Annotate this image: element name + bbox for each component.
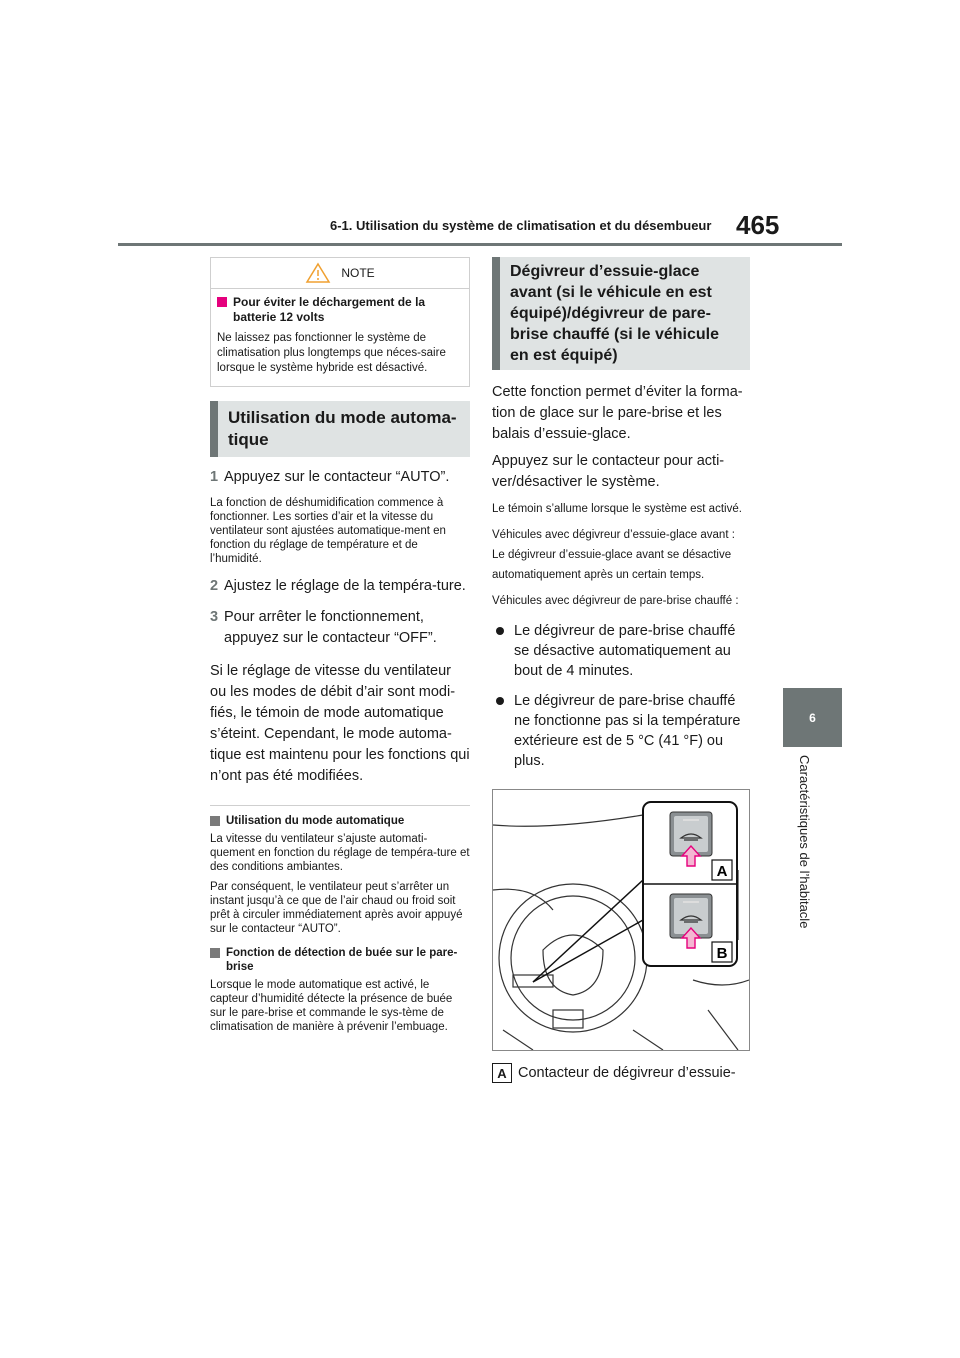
step-text: Appuyez sur le contacteur “AUTO”. <box>224 469 450 485</box>
dashboard-illustration <box>492 789 750 1051</box>
body-paragraph: Si le réglage de vitesse du ventilateur ou les modes de débit d’air sont modi-fiés, le témoin de mode automatique s’éteint. Cependant, le mode automa-tique est maintenu pour les fonctions qui n’ont pas été modifiées. <box>210 663 470 784</box>
bullet-item <box>492 621 750 681</box>
caption-text: Contacteur de dégivreur d’essuie- <box>518 1065 736 1081</box>
right-column <box>492 257 750 1083</box>
step-number: 3 <box>210 609 219 625</box>
defroster-note-3: Véhicules avec dégivreur de pare-brise chauffé : <box>492 595 739 607</box>
step-text: Ajustez le réglage de la tempéra-ture. <box>224 578 466 594</box>
subheading-fog-detection-text: Lorsque le mode automatique est activé, le capteur d’humidité détecte la présence de buée sur le pare-brise et commande le sys-tème de climatisation de manière à prévenir l’embuage. <box>210 979 453 1033</box>
bullet-dot-icon <box>496 697 504 705</box>
note-box <box>210 257 470 387</box>
section-heading-defroster: Dégivreur d’essuie-glace avant (si le véhicule en est équipé)/dégivreur de pare-brise chauffé (si le véhicule en est équipé) <box>492 257 750 370</box>
chapter-tab: 6 <box>783 688 842 747</box>
subheading-auto-mode <box>210 814 470 828</box>
step-number: 1 <box>210 469 219 485</box>
chapter-tab-label: Caractéristiques de l’habitacle <box>797 755 812 929</box>
figure-label-b: B <box>716 945 728 962</box>
divider <box>210 805 470 806</box>
subheading-text: Fonction de détection de buée sur le pare-brise <box>226 947 458 973</box>
defroster-note-1: Le témoin s’allume lorsque le système est activé. <box>492 503 742 515</box>
running-header: 6-1. Utilisation du système de climatisation et du désembueur <box>330 218 712 233</box>
figure-label-a: A <box>716 863 728 880</box>
note-subheading <box>211 289 469 325</box>
note-body: Ne laissez pas fonctionner le système de climatisation plus longtemps que néces-saire lorsque le système hybride est désactivé. <box>217 332 446 374</box>
bullet-text: Le dégivreur de pare-brise chauffé ne fonctionne pas si la température extérieure est de 5 °C (41 °F) ou plus. <box>514 693 741 769</box>
caption-label-box: A <box>492 1063 512 1083</box>
section-heading-auto: Utilisation du mode automa-tique <box>210 401 470 457</box>
warning-triangle-icon <box>305 262 331 284</box>
note-label: NOTE <box>341 266 375 280</box>
step-1-note: La fonction de déshumidification commence à fonctionner. Les sorties d’air et la vitesse du ventilateur sont ajustées automatique-ment en fonction du réglage de température et de l’humidité. <box>210 497 446 565</box>
left-column <box>210 257 470 1034</box>
subheading-auto-mode-text2: Par conséquent, le ventilateur peut s’arrêter un instant jusqu’à ce que de l’air chaud ou froid soit prêt à circuler immédiatement après avoir appuyé sur le contacteur “AUTO”. <box>210 881 463 935</box>
bullet-text: Le dégivreur de pare-brise chauffé se désactive automatiquement au bout de 4 minutes. <box>514 623 736 679</box>
gray-square-icon <box>210 948 220 958</box>
magenta-square-icon <box>217 297 227 307</box>
header-rule <box>118 243 842 246</box>
step-1 <box>210 467 470 488</box>
step-2 <box>210 576 470 597</box>
note-subheading-text: Pour éviter le déchargement de la batterie 12 volts <box>233 295 426 324</box>
step-number: 2 <box>210 578 219 594</box>
page-number: 465 <box>736 210 780 240</box>
bullet-dot-icon <box>496 627 504 635</box>
subheading-text: Utilisation du mode automatique <box>226 815 405 827</box>
gray-square-icon <box>210 816 220 826</box>
note-header <box>211 258 469 289</box>
bullet-item <box>492 691 750 771</box>
step-text: Pour arrêter le fonctionnement, appuyez sur le contacteur “OFF”. <box>224 609 437 646</box>
subheading-fog-detection <box>210 946 470 974</box>
figure-caption <box>492 1063 750 1083</box>
dashboard-drawing <box>493 790 749 1050</box>
defroster-paragraph-2: Appuyez sur le contacteur pour acti-ver/désactiver le système. <box>492 453 725 490</box>
defroster-note-2: Véhicules avec dégivreur d’essuie-glace avant : Le dégivreur d’essuie-glace avant se désactive automatiquement après un certain temps. <box>492 529 735 581</box>
step-3 <box>210 607 470 649</box>
defroster-paragraph-1: Cette fonction permet d’éviter la forma-tion de glace sur le pare-brise et les balais d’essuie-glace. <box>492 384 743 442</box>
subheading-auto-mode-text1: La vitesse du ventilateur s’ajuste automati-quement en fonction du réglage de tempéra-ture et des conditions ambiantes. <box>210 833 470 873</box>
